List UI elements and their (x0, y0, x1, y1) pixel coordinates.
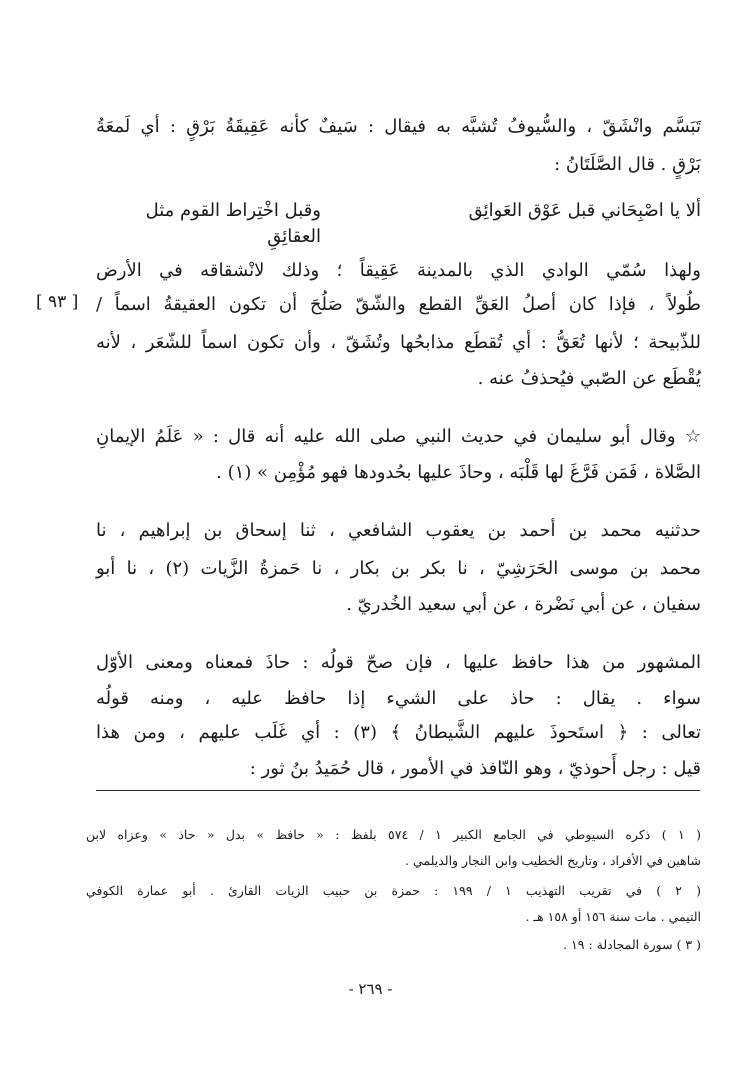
body-line: سفيان ، عن أبي نَضْرة ، عن أبي سعيد الخُدريّ . (346, 594, 701, 615)
verse-first-hemistich: ألا يا اصْبِحَاني قبل عَوْق العَوائِق (468, 200, 701, 221)
footnote-line: ( ٢ ) في تقريب التهذيب ١ / ١٩٩ : حمزة بن حبيب الزيات القارئ . أبو عمارة الكوفي (86, 883, 701, 898)
body-line: سواء . يقال : حاذ على الشيء إذا حافظ عليه ، ومنه قولُه (96, 688, 701, 709)
body-line: يُقْطَع عن الصّبي فيُحذفُ عنه . (477, 368, 701, 389)
body-line: ☆ وقال أبو سليمان في حديث النبي صلى الله عليه أنه قال : « عَلَمُ الإيمانِ (96, 426, 701, 447)
body-line: قيل : رجل أَحوذيّ ، وهو النّافذ في الأمور ، قال حُمَيدُ بنُ ثور : (249, 758, 701, 779)
verse-second-hemistich: وقبل اخْتِراط القوم مثل العقائِقِ (145, 200, 321, 247)
body-line: ولهذا سُمّي الوادي الذي بالمدينة عَقِيقاً ؛ وذلك لانْشقاقه في الأرض (96, 260, 701, 281)
body-line: تَبَسَّم وانْشَقّ ، والسُّيوفُ تُشبَّه به فيقال : سَيفٌ كأنه عَقِيقَةُ بَرْقٍ : أي لَمعَةُ (96, 116, 701, 137)
footnote-line: ( ٣ ) سورة المجادلة : ١٩ . (563, 937, 701, 952)
body-line: بَرْقٍ . قال الصَّلَتَانُ : (554, 154, 701, 175)
body-line: حدثنيه محمد بن أحمد بن يعقوب الشافعي ، ثنا إسحاق بن إبراهيم ، نا (96, 520, 701, 541)
footnote-line: ( ١ ) ذكره السيوطي في الجامع الكبير ١ / ٥٧٤ بلفظ : « حافظ » بدل « حاذ » وعزاه لابن (86, 827, 701, 842)
page-number: - ٢٦٩ - (348, 980, 393, 998)
body-line: محمد بن موسى الحَرَشِيّ ، نا بكر بن بكار ، نا حَمزةُ الزَّيات (٢) ، نا أبو (96, 558, 701, 579)
footnote-line: التيمي . مات سنة ١٥٦ أو ١٥٨ هـ . (525, 909, 701, 924)
body-line: المشهور من هذا حافظ عليها ، فإن صحّ قولُه : حاذَ فمعناه ومعنى الأوّل (96, 652, 701, 673)
body-line: للذّبيحة ؛ لأنها تُعَقُّ : أي تُقطَع مذابحُها وتُشَقّ ، وأن تكون اسماً للشّعَر ، لأنه (96, 332, 701, 353)
footnote-line: شاهين في الأفراد ، وتاريخ الخطيب وابن النجار والديلمي . (404, 853, 701, 868)
body-line: طُولاً ، فإذا كان أصلُ العَقِّ القطع والشّقّ صَلُحَ أن تكون العقيقةُ اسماً / (96, 294, 701, 315)
body-line: تعالى : ﴿ استَحوذَ عليهم الشَّيطانُ ﴾ (٣) : أي غَلَب عليهم ، ومن هذا (96, 722, 701, 743)
footnote-divider (96, 790, 700, 791)
margin-page-reference: [ ٩٣ ] (36, 292, 79, 312)
body-line: الصَّلاة ، فَمَن فَرَّغَ لها قَلْبَه ، وحاذَ عليها بحُدودها فهو مُؤْمِن » (١) . (216, 462, 701, 483)
